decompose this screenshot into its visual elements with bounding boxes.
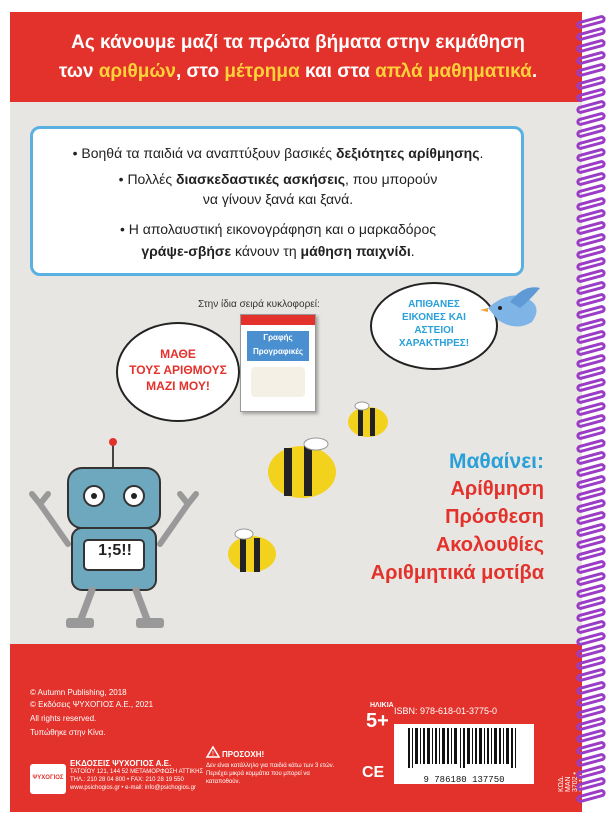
feature-text: κάνουν τη (231, 243, 301, 259)
feature-line (41, 145, 515, 161)
bee-icon (222, 524, 282, 576)
publisher-logo-text: ΨΥΧΟΓΙΟΣ (32, 775, 64, 781)
feature-line (41, 243, 515, 259)
mini-book-band (241, 315, 315, 325)
age-label: ΗΛΙΚΙΑ (370, 702, 394, 709)
headline-text: και στα (299, 61, 376, 82)
copyright-line: Τυπώθηκε στην Κίνα. (30, 728, 106, 737)
bubble-line: ΤΟΥΣ ΑΡΙΘΜΟΥΣ (129, 363, 227, 377)
feature-text: . (410, 243, 415, 259)
headline-text: , στο (175, 61, 225, 82)
warning-text: Δεν είναι κατάλληλο για παιδιά κάτω των 3 ετών. Περιέχει μικρά κομμάτια που μπορεί να καταποθούν. (206, 763, 335, 785)
series-book-thumbnail (240, 314, 316, 412)
headline (28, 28, 568, 86)
features-box (30, 126, 524, 276)
headline-text: των (58, 61, 99, 82)
feature-bold: μάθηση παιχνίδι (300, 243, 411, 259)
feature-text: • Βοηθά τα παιδιά να αναπτύξουν βασικές (72, 145, 336, 161)
learn-item: Αρίθμηση (450, 478, 544, 500)
isbn-text: ISBN: 978-618-01-3775-0 (394, 706, 498, 716)
svg-text:!: ! (212, 751, 214, 758)
publisher-logo (30, 764, 66, 794)
bubble-line: ΧΑΡΑΚΤΗΡΕΣ! (398, 338, 470, 349)
bird-icon (480, 278, 550, 338)
robot-speech-bubble (116, 322, 240, 422)
bird-speech-bubble (370, 282, 498, 370)
headline-line1: Ας κάνουμε μαζί τα πρώτα βήματα στην εκμάθηση (71, 32, 525, 53)
mini-book-title (247, 331, 309, 361)
publisher-info (70, 760, 210, 792)
side-code: ΚΩΔ. ΜΑΝ 3702 • 25 13 (558, 772, 586, 792)
feature-bold: δεξιότητες αρίθμησης (335, 145, 480, 161)
publisher-name: ΕΚΔΟΣΕΙΣ ΨΥΧΟΓΙΟΣ Α.Ε. (70, 759, 172, 768)
learns-title: Μαθαίνει: (449, 450, 544, 473)
copyright-line: All rights reserved. (30, 714, 97, 723)
feature-line: να γίνουν ξανά και ξανά. (202, 191, 354, 207)
headline-highlight: απλά μαθηματικά (375, 61, 532, 82)
publisher-web: www.psichogios.gr • e-mail: info@psichogios.gr (70, 785, 196, 791)
bee-icon (262, 434, 342, 500)
publisher-address: ΤΑΤΟΪΟΥ 121, 144 52 ΜΕΤΑΜΟΡΦΩΣΗ ΑΤΤΙΚΗΣ (70, 769, 204, 775)
feature-bold: διασκεδαστικές ασκήσεις (175, 171, 346, 187)
bee-icon (344, 400, 394, 440)
feature-text: • Πολλές (118, 171, 176, 187)
book-cover (10, 12, 586, 812)
robot-illustration (28, 424, 198, 634)
warning-icon (206, 746, 220, 758)
top-banner (10, 12, 582, 102)
robot-screen-text: 1;5!! (98, 542, 132, 559)
barcode-digits: 9 786180 137750 (423, 775, 505, 785)
learn-item: Ακολουθίες (435, 534, 544, 556)
headline-highlight: αριθμών (98, 61, 176, 82)
bubble-line: ΕΙΚΟΝΕΣ ΚΑΙ (402, 312, 466, 323)
publisher-phone: ΤΗΛ.: 210 28 04 800 • FAX: 210 28 19 550 (70, 777, 184, 783)
mini-book-name: Προγραφικές (252, 347, 304, 356)
feature-bold: γράψε-σβήσε (141, 243, 232, 259)
barcode (394, 724, 534, 784)
warning-title: ΠΡΟΣΟΧΗ! (222, 750, 265, 759)
feature-line (41, 171, 515, 187)
age-value: 5+ (366, 710, 389, 732)
learn-item: Πρόσθεση (445, 506, 544, 528)
ce-mark: CE (362, 764, 385, 781)
mini-book-picture (251, 367, 305, 397)
mini-book-top: Γραφής (263, 333, 293, 342)
feature-text: . (479, 145, 484, 161)
headline-text: . (531, 61, 538, 82)
bubble-line: ΜΑΘΕ (160, 347, 196, 361)
barcode-bars (394, 724, 534, 770)
copyright-line: © Autumn Publishing, 2018 (30, 688, 127, 697)
series-label: Στην ίδια σειρά κυκλοφορεί: (198, 299, 320, 310)
feature-line: • Η απολαυστική εικονογράφηση και ο μαρκαδόρος (119, 221, 437, 237)
learn-item: Αριθμητικά μοτίβα (370, 562, 544, 584)
feature-text: , που μπορούν (345, 171, 438, 187)
bubble-line: ΑΠΙΘΑΝΕΣ (408, 299, 460, 310)
headline-highlight: μέτρημα (224, 61, 300, 82)
bubble-line: ΜΑΖΙ ΜΟΥ! (146, 379, 210, 393)
spiral-binding (576, 18, 610, 808)
bubble-line: ΑΣΤΕΙΟΙ (414, 325, 454, 336)
copyright-line: © Εκδόσεις ΨΥΧΟΓΙΟΣ Α.Ε., 2021 (30, 700, 154, 709)
